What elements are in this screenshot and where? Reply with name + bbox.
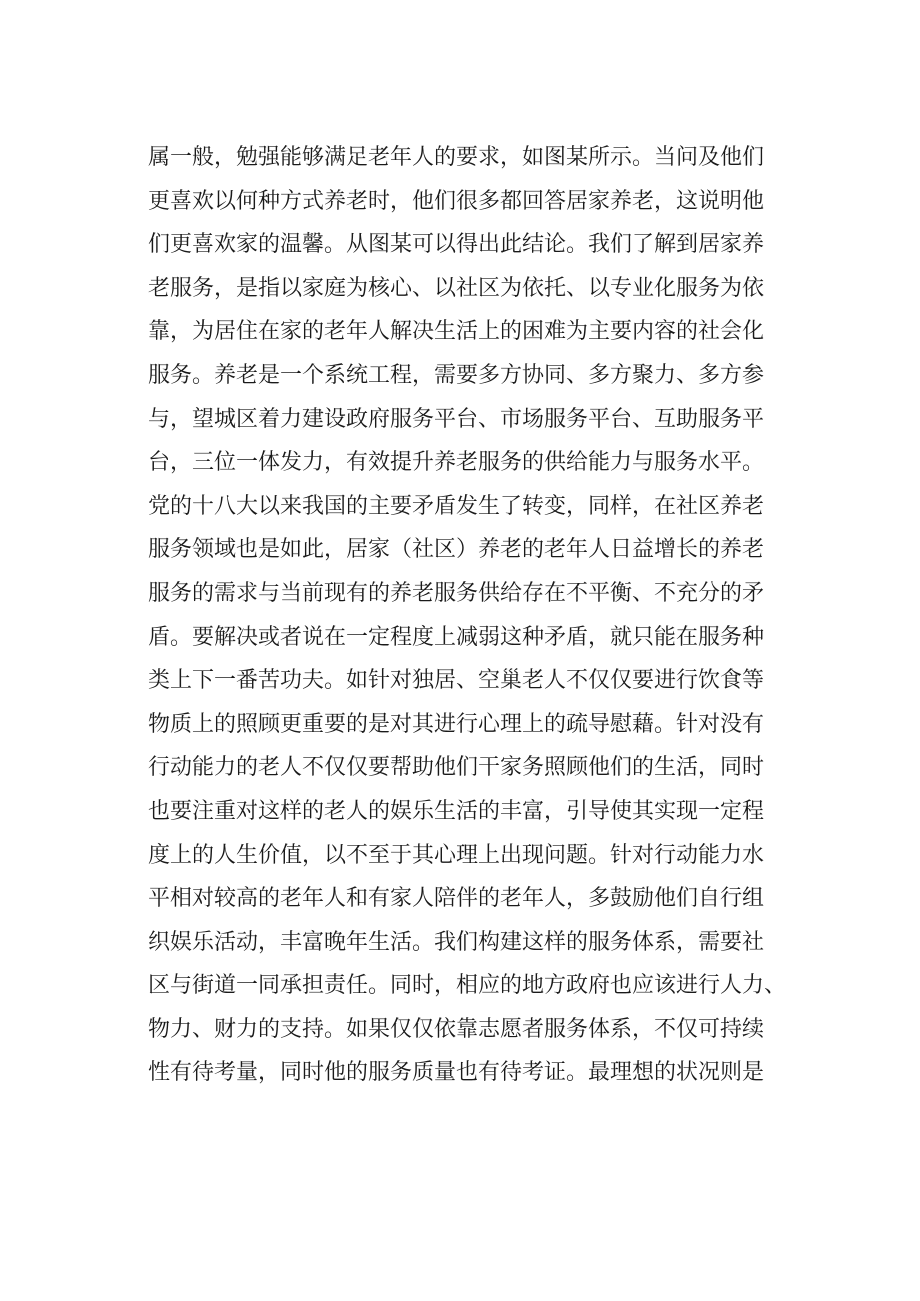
text-line: 类上下一番苦功夫。如针对独居、空巢老人不仅仅要进行饮食等 [148, 668, 765, 694]
text-line: 党的十八大以来我国的主要矛盾发生了转变，同样，在社区养老 [148, 493, 765, 519]
text-line: 老服务，是指以家庭为核心、以社区为依托、以专业化服务为依 [148, 275, 765, 301]
text-line: 盾。要解决或者说在一定程度上减弱这种矛盾，就只能在服务种 [148, 624, 765, 650]
text-line: 更喜欢以何种方式养老时，他们很多都回答居家养老，这说明他 [148, 188, 765, 214]
text-line: 区与街道一同承担责任。同时，相应的地方政府也应该进行人力、 [148, 973, 787, 999]
text-line: 性有待考量，同时他的服务质量也有待考证。最理想的状况则是 [148, 1060, 765, 1086]
body-paragraph [148, 136, 828, 1095]
text-line: 们更喜欢家的温馨。从图某可以得出此结论。我们了解到居家养 [148, 232, 765, 258]
text-line: 也要注重对这样的老人的娱乐生活的丰富，引导使其实现一定程 [148, 798, 765, 824]
text-line: 度上的人生价值，以不至于其心理上出现问题。针对行动能力水 [148, 842, 765, 868]
text-line: 行动能力的老人不仅仅要帮助他们干家务照顾他们的生活，同时 [148, 755, 765, 781]
text-line: 台，三位一体发力，有效提升养老服务的供给能力与服务水平。 [148, 450, 765, 476]
text-line: 平相对较高的老年人和有家人陪伴的老年人，多鼓励他们自行组 [148, 886, 765, 912]
text-line: 属一般，勉强能够满足老年人的要求，如图某所示。当问及他们 [148, 145, 765, 170]
text-line: 靠，为居住在家的老年人解决生活上的困难为主要内容的社会化 [148, 319, 765, 345]
text-line: 织娱乐活动，丰富晚年生活。我们构建这样的服务体系，需要社 [148, 929, 765, 955]
text-line: 服务的需求与当前现有的养老服务供给存在不平衡、不充分的矛 [148, 580, 765, 606]
text-line: 物质上的照顾更重要的是对其进行心理上的疏导慰藉。针对没有 [148, 711, 765, 737]
text-line: 服务领域也是如此，居家（社区）养老的老年人日益增长的养老 [148, 537, 765, 563]
text-line: 与，望城区着力建设政府服务平台、市场服务平台、互助服务平 [148, 406, 765, 432]
text-line: 服务。养老是一个系统工程，需要多方协同、多方聚力、多方参 [148, 362, 765, 388]
text-line: 物力、财力的支持。如果仅仅依靠志愿者服务体系，不仅可持续 [148, 1016, 765, 1042]
